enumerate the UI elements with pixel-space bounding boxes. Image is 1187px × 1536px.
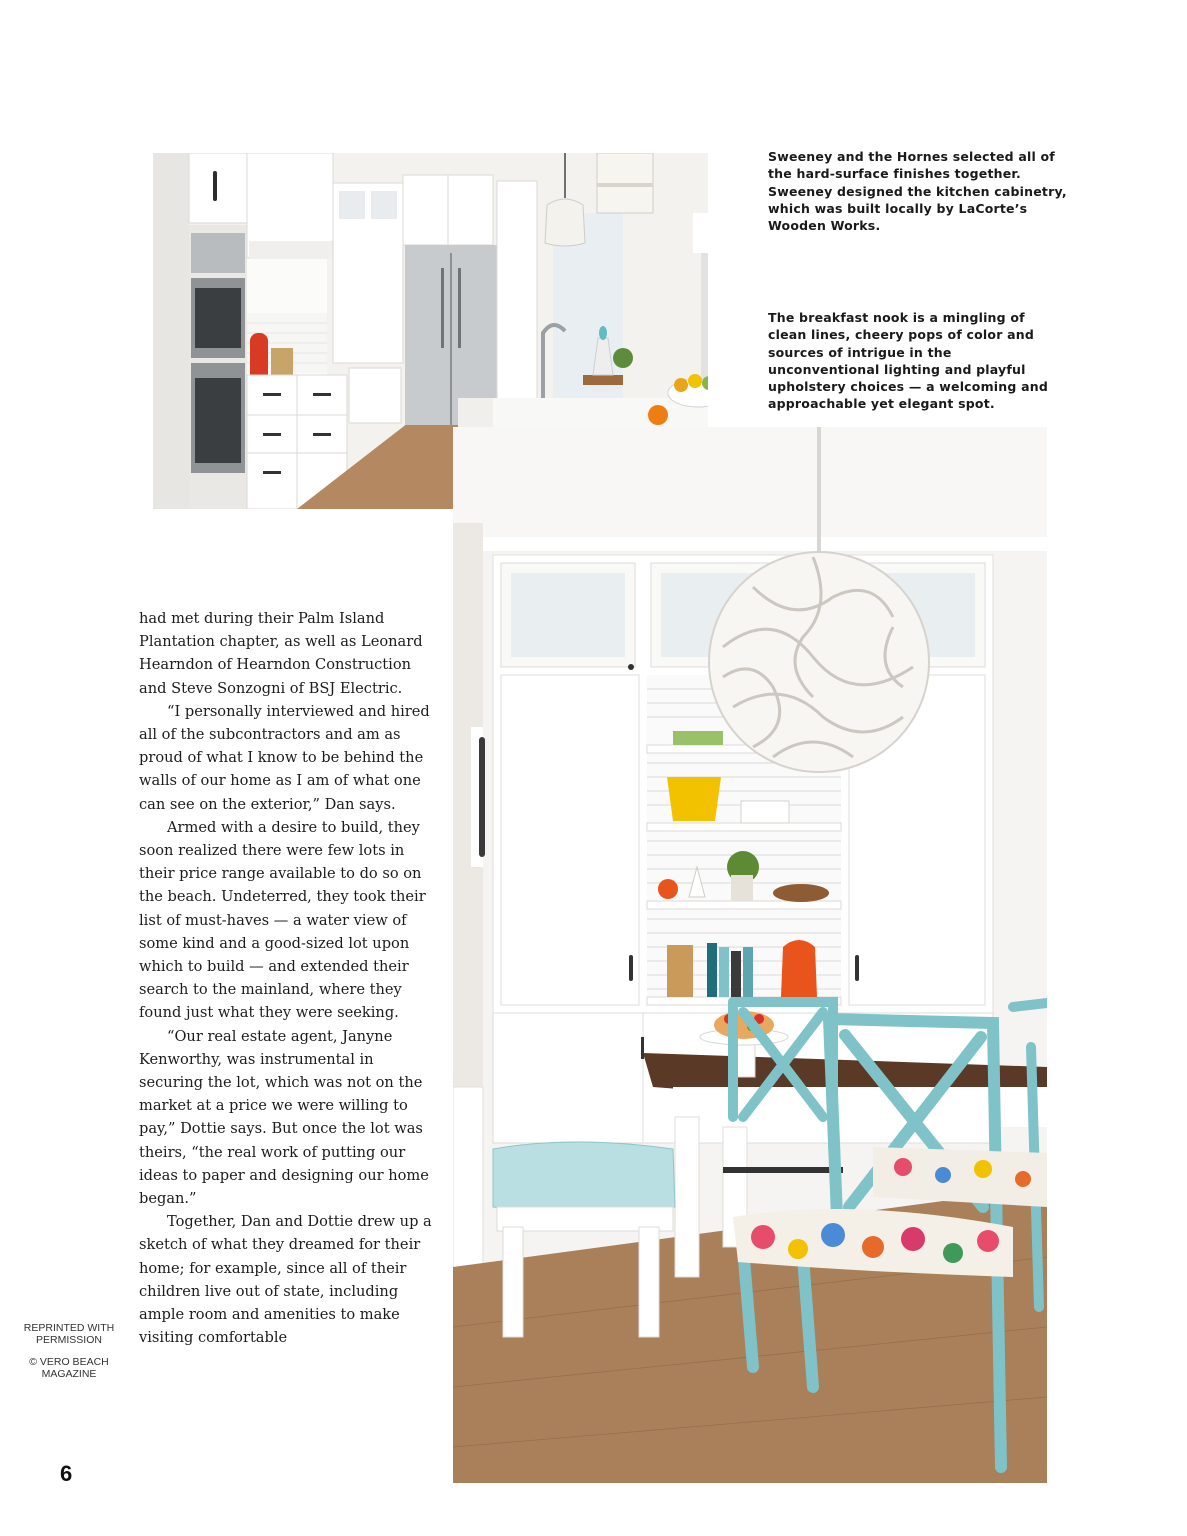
reprint-credit: REPRINTED WITH PERMISSION xyxy=(23,1322,115,1346)
breakfast-nook-photo xyxy=(453,427,1047,1483)
article-body xyxy=(139,607,439,1350)
article-paragraph: “Our real estate agent, Janyne Kenworthy, was instrumental in securing the lot, which was not on the market at a price we were willing to pay,” Dottie says. But once the lot was theirs, “the real work of putting our ideas to paper and designing our home began.” xyxy=(139,1027,429,1208)
article-paragraph: Armed with a desire to build, they soon realized there were few lots in their price range available to do so on the beach. Undeterred, they took their list of must-haves — a water view of some kind and a good-sized lot upon which to build — and extended their search to the mainland, where they found just what they were seeking. xyxy=(139,818,426,1022)
kitchen-caption xyxy=(768,148,1068,234)
article-paragraph: Together, Dan and Dottie drew up a sketch of what they dreamed for their home; for example, since all of their children live out of state, including ample room and amenities to make visiting comfortable xyxy=(139,1213,432,1347)
nook-caption xyxy=(768,309,1048,413)
copyright-credit: © VERO BEACH MAGAZINE xyxy=(29,1356,109,1380)
page-number: 6 xyxy=(60,1461,73,1486)
article-paragraph: had met during their Palm Island Plantation chapter, as well as Leonard Hearndon of Hearndon Construction and Steve Sonzogni of BSJ Electric. xyxy=(139,610,423,697)
kitchen-caption-text: Sweeney and the Hornes selected all of the hard-surface finishes together. Sweeney designed the kitchen cabinetry, which was built locally by LaCorte’s Wooden Works. xyxy=(768,149,1067,234)
article-paragraph: “I personally interviewed and hired all of the subcontractors and am as proud of what I know to be behind the walls of our home as I am of what one can see on the exterior,” Dan says. xyxy=(139,702,430,813)
nook-caption-text: The breakfast nook is a mingling of clean lines, cheery pops of color and sources of intrigue in the unconventional lighting and playful upholstery choices — a welcoming and approachable yet elegant spot. xyxy=(768,310,1048,412)
